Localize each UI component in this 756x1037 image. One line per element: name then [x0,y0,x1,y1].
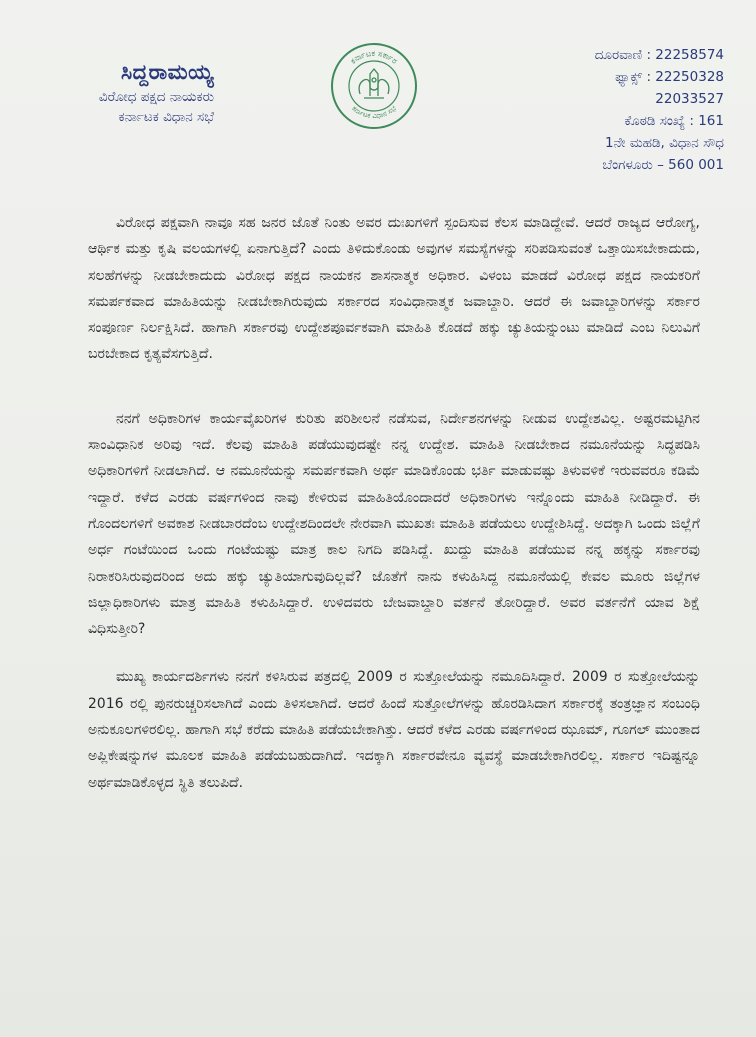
karnataka-seal-emblem [330,42,418,130]
fax-number-secondary: 22033527 [655,91,724,107]
paragraph-2: ನನಗೆ ಅಧಿಕಾರಿಗಳ ಕಾರ್ಯವೈಖರಿಗಳ ಕುರಿತು ಪರಿಶೀಲನೆ ನಡೆಸುವ, ನಿರ್ದೇಶನಗಳನ್ನು ನೀಡುವ ಉದ್ದೇಶವಿಲ್ಲ. ಅಷ್ಟರಮಟ್ಟಿಗಿನ ಸಾಂವಿಧಾನಿಕ ಅರಿವು ಇದೆ. ಕೆಲವು ಮಾಹಿತಿ ಪಡೆಯುವುದಷ್ಟೇ ನನ್ನ ಉದ್ದೇಶ. ಮಾಹಿತಿ ನೀಡಬೇಕಾದ ನಮೂನೆಯನ್ನು ಸಿದ್ಧಪಡಿಸಿ ಅಧಿಕಾರಿಗಳಿಗೆ ನೀಡಲಾಗಿದೆ. ಆ ನಮೂನೆಯನ್ನು ಸಮರ್ಪಕವಾಗಿ ಅರ್ಥ ಮಾಡಿಕೊಂಡು ಭರ್ತಿ ಮಾಡುವಷ್ಟು ತಿಳುವಳಿಕೆ ಇರುವವರೂ ಕಡಿಮೆ ಇದ್ದಾರೆ. ಕಳೆದ ಎರಡು ವರ್ಷಗಳಿಂದ ನಾವು ಕೇಳಿರುವ ಮಾಹಿತಿಯೊಂದಾದರೆ ಅಧಿಕಾರಿಗಳು ಇನ್ನೊಂದು ಮಾಹಿತಿ ನೀಡಿದ್ದಾರೆ. ಈ ಗೊಂದಲಗಳಿಗೆ ಅವಕಾಶ ನೀಡಬಾರದೆಂಬ ಉದ್ದೇಶದಿಂದಲೇ ನೇರವಾಗಿ ಮುಖತಃ ಮಾಹಿತಿ ಪಡೆಯಲು ಉದ್ದೇಶಿಸಿದ್ದೆ. ಅದಕ್ಕಾಗಿ ಒಂದು ಜಿಲ್ಲೆಗೆ ಅರ್ಧ ಗಂಟೆಯಿಂದ ಒಂದು ಗಂಟೆಯಷ್ಟು ಮಾತ್ರ ಕಾಲ ನಿಗದಿ ಪಡಿಸಿದ್ದೆ. ಖುದ್ದು ಮಾಹಿತಿ ಪಡೆಯುವ ನನ್ನ ಹಕ್ಕನ್ನು ಸರ್ಕಾರವು ನಿರಾಕರಿಸಿರುವುದರಿಂದ ಅದು ಹಕ್ಕು ಚ್ಯುತಿಯಾಗುವುದಿಲ್ಲವೆ? ಜೊತೆಗೆ ನಾನು ಕಳುಹಿಸಿದ್ದ ನಮೂನೆಯಲ್ಲಿ ಕೇವಲ ಮೂರು ಜಿಲ್ಲೆಗಳ ಜಿಲ್ಲಾಧಿಕಾರಿಗಳು ಮಾತ್ರ ಮಾಹಿತಿ ಕಳುಹಿಸಿದ್ದಾರೆ. ಉಳಿದವರು ಬೇಜವಾಬ್ದಾರಿ ವರ್ತನೆ ತೋರಿದ್ದಾರೆ. ಅವರ ವರ್ತನೆಗೆ ಯಾವ ಶಿಕ್ಷೆ ವಿಧಿಸುತ್ತೀರಿ? [88,410,700,638]
sender-designation: ವಿರೋಧ ಪಕ್ಷದ ನಾಯಕರು [98,89,214,105]
sender-block [14,60,214,125]
city-pincode: ಬೆಂಗಳೂರು – 560 001 [602,157,724,173]
contact-block [540,44,724,176]
fax-number: ಫ್ಯಾಕ್ಸ್ : 22250328 [615,69,724,85]
paragraph-3: ಮುಖ್ಯ ಕಾರ್ಯದರ್ಶಿಗಳು ನನಗೆ ಕಳಿಸಿರುವ ಪತ್ರದಲ್ಲಿ 2009 ರ ಸುತ್ತೋಲೆಯನ್ನು ನಮೂದಿಸಿದ್ದಾರೆ. 2009 ರ ಸುತ್ತೋಲೆಯನ್ನು 2016 ರಲ್ಲಿ ಪುನರುಚ್ಚರಿಸಲಾಗಿದೆ ಎಂದು ತಿಳಿಸಲಾಗಿದೆ. ಆದರೆ ಹಿಂದೆ ಸುತ್ತೋಲೆಗಳನ್ನು ಹೊರಡಿಸಿದಾಗ ಸರ್ಕಾರಕ್ಕೆ ತಂತ್ರಜ್ಞಾನ ಸಂಬಂಧಿ ಅನುಕೂಲಗಳಿರಲಿಲ್ಲ. ಹಾಗಾಗಿ ಸಭೆ ಕರೆದು ಮಾಹಿತಿ ಪಡೆಯಬೇಕಾಗಿತ್ತು. ಆದರೆ ಕಳೆದ ಎರಡು ವರ್ಷಗಳಿಂದ ಝೂಮ್, ಗೂಗಲ್ ಮುಂತಾದ ಅಪ್ಲಿಕೇಷನ್ನುಗಳ ಮೂಲಕ ಮಾಹಿತಿ ಪಡೆಯಬಹುದಾಗಿದೆ. ಇದಕ್ಕಾಗಿ ಸರ್ಕಾರವೇನೂ ವ್ಯವಸ್ಥೆ ಮಾಡಬೇಕಾಗಿರಲಿಲ್ಲ. ಸರ್ಕಾರ ಇದಿಷ್ಟನ್ನೂ ಅರ್ಥಮಾಡಿಕೊಳ್ಳದ ಸ್ಥಿತಿ ತಲುಪಿದೆ. [88,669,700,791]
sender-assembly: ಕರ್ನಾಟಕ ವಿಧಾನ ಸಭೆ [118,109,214,125]
svg-text:ಕರ್ನಾಟಕ ವಿಧಾನ ಸಭೆ [350,104,398,120]
sender-name: ಸಿದ್ದರಾಮಯ್ಯ [120,60,214,84]
phone-number: ದೂರವಾಣಿ : 22258574 [594,47,724,63]
floor-address: 1ನೇ ಮಹಡಿ, ವಿಧಾನ ಸೌಧ [605,135,724,151]
seal-text-bottom: ಕರ್ನಾಟಕ ವಿಧಾನ ಸಭೆ [350,104,398,121]
paragraph-1: ವಿರೋಧ ಪಕ್ಷವಾಗಿ ನಾವೂ ಸಹ ಜನರ ಜೊತೆ ನಿಂತು ಅವರ ದುಃಖಗಳಿಗೆ ಸ್ಪಂದಿಸುವ ಕೆಲಸ ಮಾಡಿದ್ದೇವೆ. ಆದರೆ ರಾಜ್ಯದ ಆರೋಗ್ಯ, ಆರ್ಥಿಕ ಮತ್ತು ಕೃಷಿ ವಲಯಗಳಲ್ಲಿ ಏನಾಗುತ್ತಿದೆ? ಎಂದು ತಿಳಿದುಕೊಂಡು ಅವುಗಳ ಸಮಸ್ಯೆಗಳನ್ನು ಸರಿಪಡಿಸುವಂತೆ ಒತ್ತಾಯಿಸಬೇಕಾದುದು, ಸಲಹೆಗಳನ್ನು ನೀಡಬೇಕಾದುದು ವಿರೋಧ ಪಕ್ಷದ ನಾಯಕನ ಶಾಸನಾತ್ಮಕ ಅಧಿಕಾರ. ವಿಳಂಬ ಮಾಡದೆ ವಿರೋಧ ಪಕ್ಷದ ನಾಯಕರಿಗೆ ಸಮರ್ಪಕವಾದ ಮಾಹಿತಿಯನ್ನು ನೀಡಬೇಕಾಗಿರುವುದು ಸರ್ಕಾರದ ಸಂವಿಧಾನಾತ್ಮಕ ಜವಾಬ್ದಾರಿ. ಆದರೆ ಈ ಜವಾಬ್ದಾರಿಗಳನ್ನು ಸರ್ಕಾರ ಸಂಪೂರ್ಣ ನಿರ್ಲಕ್ಷಿಸಿದೆ. ಹಾಗಾಗಿ ಸರ್ಕಾರವು ಉದ್ದೇಶಪೂರ್ವಕವಾಗಿ ಮಾಹಿತಿ ಕೊಡದೆ ಹಕ್ಕು ಚ್ಯುತಿಯನ್ನುಂಟು ಮಾಡಿದೆ ಎಂಬ ನಿಲುವಿಗೆ ಬರಬೇಕಾದ ಕೃತ್ಯವೆಸಗುತ್ತಿದೆ. [88,215,700,363]
seal-text-top: ಕರ್ನಾಟಕ ಸರ್ಕಾರ [348,48,400,66]
svg-text:ಕರ್ನಾಟಕ ಸರ್ಕಾರ [349,49,399,66]
letter-body [88,210,700,820]
room-number: ಕೊಠಡಿ ಸಂಖ್ಯೆ : 161 [624,113,724,129]
